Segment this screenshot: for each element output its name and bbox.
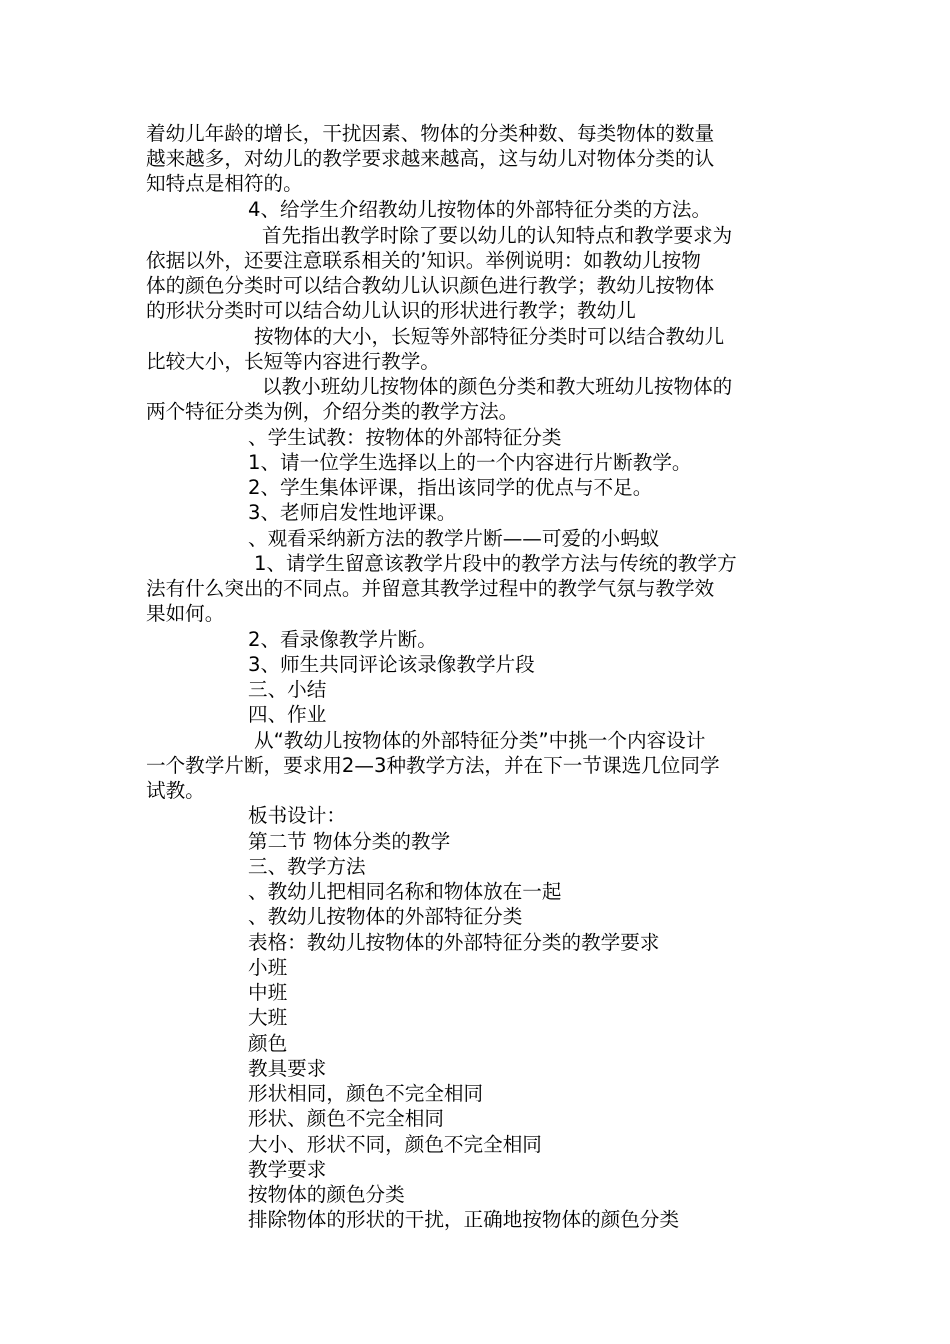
text-line: 四、作业 — [248, 703, 327, 726]
text-line: 以教小班幼儿按物体的颜色分类和教大班幼儿按物体的 — [262, 375, 733, 398]
text-line: 比较大小，长短等内容进行教学。 — [146, 350, 440, 373]
text-line: 2、看录像教学片断。 — [248, 628, 437, 651]
text-line: 、观看采纳新方法的教学片断——可爱的小蚂蚁 — [248, 527, 660, 550]
text-line: 一个教学片断，要求用2—3种教学方法，并在下一节课选几位同学 — [146, 754, 720, 777]
text-line: 依据以外，还要注意联系相关的’知识。举例说明：如教幼儿按物 — [146, 249, 701, 272]
text-line: 颜色 — [248, 1032, 288, 1055]
text-line: 大班 — [248, 1006, 288, 1029]
text-line: 1、请一位学生选择以上的一个内容进行片断教学。 — [248, 451, 692, 474]
text-line: 4、给学生介绍教幼儿按物体的外部特征分类的方法。 — [248, 198, 712, 221]
text-line: 越来越多，对幼儿的教学要求越来越高，这与幼儿对物体分类的认 — [146, 147, 715, 170]
text-line: 知特点是相符的。 — [146, 172, 303, 195]
text-line: 、教幼儿把相同名称和物体放在一起 — [248, 880, 562, 903]
text-line: 按物体的大小，长短等外部特征分类时可以结合教幼儿 — [254, 325, 725, 348]
text-line: 教具要求 — [248, 1057, 327, 1080]
text-line: 两个特征分类为例，介绍分类的教学方法。 — [146, 400, 519, 423]
text-line: 板书设计： — [248, 804, 346, 827]
text-line: 1、请学生留意该教学片段中的教学方法与传统的教学方 — [254, 552, 737, 575]
text-line: 法有什么突出的不同点。并留意其教学过程中的教学气氛与教学效 — [146, 577, 715, 600]
text-line: 体的颜色分类时可以结合教幼儿认识颜色进行教学；教幼儿按物体 — [146, 274, 715, 297]
text-line: 形状、颜色不完全相同 — [248, 1107, 444, 1130]
text-line: 着幼儿年龄的增长，干扰因素、物体的分类种数、每类物体的数量 — [146, 122, 715, 145]
text-line: 按物体的颜色分类 — [248, 1183, 405, 1206]
text-line: 果如何。 — [146, 602, 225, 625]
text-line: 、学生试教：按物体的外部特征分类 — [248, 426, 562, 449]
text-line: 三、教学方法 — [248, 855, 366, 878]
text-line: 大小、形状不同，颜色不完全相同 — [248, 1133, 542, 1156]
text-line: 教学要求 — [248, 1158, 327, 1181]
text-line: 试教。 — [146, 779, 205, 802]
text-line: 排除物体的形状的干扰，正确地按物体的颜色分类 — [248, 1208, 680, 1231]
text-line: 从“教幼儿按物体的外部特征分类”中挑一个内容设计 — [254, 729, 706, 752]
text-line: 小班 — [248, 956, 288, 979]
text-line: 3、老师启发性地评课。 — [248, 501, 457, 524]
text-line: 、教幼儿按物体的外部特征分类 — [248, 905, 523, 928]
text-line: 2、学生集体评课，指出该同学的优点与不足。 — [248, 476, 653, 499]
text-line: 表格：教幼儿按物体的外部特征分类的教学要求 — [248, 931, 660, 954]
text-line: 形状相同，颜色不完全相同 — [248, 1082, 484, 1105]
text-line: 第二节 物体分类的教学 — [248, 830, 451, 853]
text-line: 3、师生共同评论该录像教学片段 — [248, 653, 535, 676]
text-line: 首先指出教学时除了要以幼儿的认知特点和教学要求为 — [262, 224, 733, 247]
text-line: 中班 — [248, 981, 288, 1004]
text-line: 三、小结 — [248, 678, 327, 701]
text-line: 的形状分类时可以结合幼儿认识的形状进行教学；教幼儿 — [146, 299, 636, 322]
